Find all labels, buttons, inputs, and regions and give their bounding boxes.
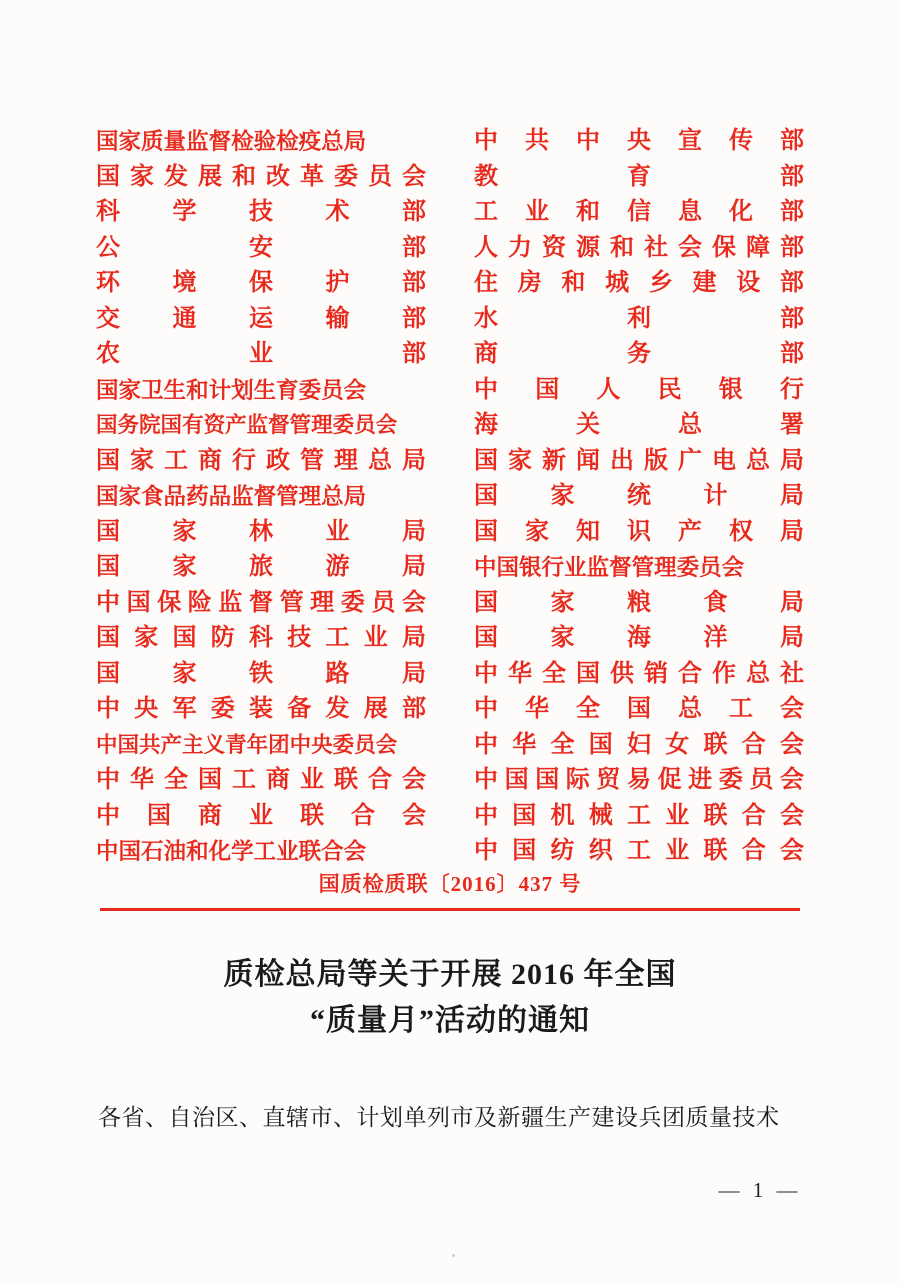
issuing-agencies-column-right	[474, 124, 804, 870]
issuing-agency-left-19: 中 国 商 业 联 合 会	[96, 802, 426, 829]
paper-speck	[452, 1254, 455, 1257]
issuing-agency-left-16: 中 央 军 委 装 备 发 展 部	[96, 696, 426, 722]
issuing-agency-left-18: 中 华 全 国 工 商 业 联 合 会	[96, 767, 426, 793]
issuing-agency-right-20: 中 国 纺 织 工 业 联 合 会	[474, 838, 804, 864]
issuing-agency-right-2: 工 业 和 信 息 化 部	[474, 199, 804, 225]
issuing-agency-left-6: 农 业 部	[96, 341, 426, 367]
issuing-agency-right-17: 中 华 全 国 妇 女 联 合 会	[474, 731, 804, 758]
issuing-agency-left-1: 国 家 发 展 和 改 革 委 员 会	[96, 163, 426, 190]
issuing-agency-right-13: 国 家 粮 食 局	[474, 589, 804, 616]
issuing-agency-left-10: 国家食品药品监督管理总局	[96, 484, 367, 509]
issuing-agency-left-17: 中国共产主义青年团中央委员会	[96, 732, 398, 757]
document-body-paragraph: 各省、自治区、直辖市、计划单列市及新疆生产建设兵团质量技术	[98, 1105, 780, 1130]
document-title-line-1: 质检总局等关于开展 2016 年全国	[223, 958, 677, 991]
issuing-agency-right-4: 住 房 和 城 乡 建 设 部	[474, 270, 804, 296]
issuing-agency-left-4: 环 境 保 护 部	[96, 270, 426, 296]
issuing-agency-left-8: 国务院国有资产监督管理委员会	[96, 413, 398, 437]
issuing-agency-right-5: 水 利 部	[474, 305, 804, 332]
issuing-agency-right-10: 国 家 统 计 局	[474, 483, 804, 509]
document-number: 国质检质联〔2016〕437 号	[318, 872, 582, 896]
issuing-agencies-block	[96, 124, 804, 870]
page-number-value: — 1 —	[718, 1178, 802, 1202]
issuing-agency-right-8: 海 关 总 署	[474, 412, 804, 438]
issuing-agency-left-12: 国 家 旅 游 局	[96, 554, 426, 580]
issuing-agency-left-13: 中 国 保 险 监 督 管 理 委 员 会	[96, 589, 426, 616]
issuing-agency-left-2: 科 学 技 术 部	[96, 199, 426, 225]
issuing-agency-right-16: 中 华 全 国 总 工 会	[474, 696, 804, 722]
issuing-agency-left-20: 中国石油和化学工业联合会	[96, 839, 367, 864]
issuing-agency-left-7: 国家卫生和计划生育委员会	[96, 377, 367, 403]
issuing-agency-right-7: 中 国 人 民 银 行	[474, 376, 804, 403]
issuing-agency-right-0: 中 共 中 央 宣 传 部	[474, 128, 804, 154]
document-title	[150, 952, 750, 1044]
issuing-agency-right-14: 国 家 海 洋 局	[474, 625, 804, 651]
issuing-agency-right-1: 教 育 部	[474, 163, 804, 190]
issuing-agency-left-15: 国 家 铁 路 局	[96, 660, 426, 687]
issuing-agency-right-12: 中国银行业监督管理委员会	[474, 555, 745, 580]
page-number-footer	[0, 1178, 900, 1203]
issuing-agency-right-3: 人 力 资 源 和 社 会 保 障 部	[474, 234, 804, 261]
issuing-agency-left-9: 国 家 工 商 行 政 管 理 总 局	[96, 447, 426, 474]
issuing-agency-right-19: 中 国 机 械 工 业 联 合 会	[474, 802, 804, 829]
issuing-agency-left-11: 国 家 林 业 局	[96, 518, 426, 545]
issuing-agency-left-0: 国家质量监督检验检疫总局	[96, 129, 367, 154]
issuing-agency-left-3: 公 安 部	[96, 234, 426, 261]
issuing-agencies-column-left	[96, 124, 426, 870]
issuing-agency-right-11: 国 家 知 识 产 权 局	[474, 518, 804, 545]
red-separator-rule	[100, 908, 800, 911]
issuing-agency-left-5: 交 通 运 输 部	[96, 305, 426, 332]
issuing-agency-left-14: 国 家 国 防 科 技 工 业 局	[96, 625, 426, 651]
issuing-agency-right-9: 国 家 新 闻 出 版 广 电 总 局	[474, 447, 804, 474]
issuing-agency-right-15: 中 华 全 国 供 销 合 作 总 社	[474, 660, 804, 687]
document-title-line-2: “质量月”活动的通知	[310, 1004, 590, 1037]
issuing-agency-right-18: 中 国 国 际 贸 易 促 进 委 员 会	[474, 767, 804, 793]
issuing-agency-right-6: 商 务 部	[474, 341, 804, 367]
